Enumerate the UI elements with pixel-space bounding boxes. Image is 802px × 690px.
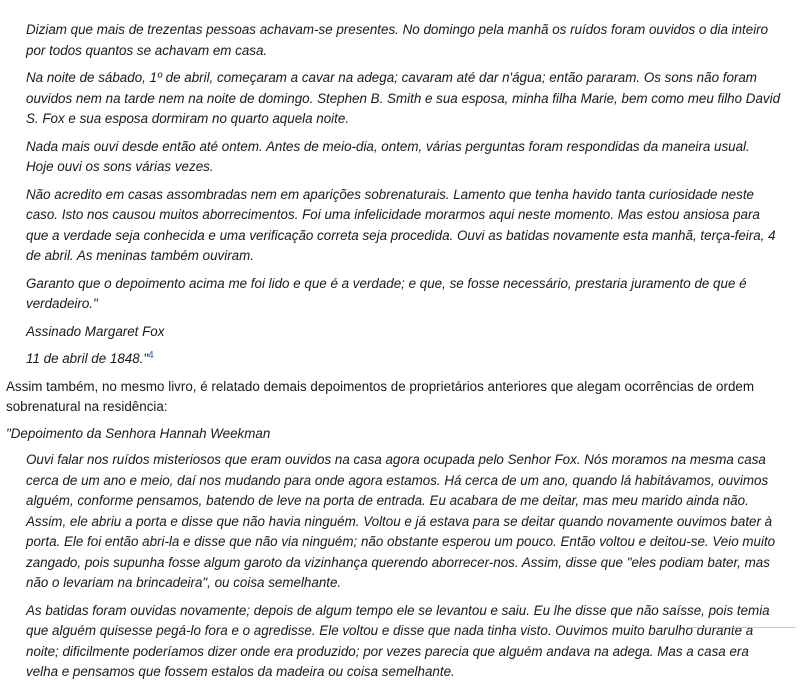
date-line: [26, 349, 780, 370]
quote-paragraph: Nada mais ouvi desde então até ontem. Antes de meio-dia, ontem, várias perguntas foram respondidas da maneira usual. Hoje ouvi os sons várias vezes.: [26, 138, 750, 174]
quote-paragraph: As batidas foram ouvidas novamente; depois de algum tempo ele se levantou e saiu. Eu lhe disse que não saísse, pois temia que alguém quisesse pegá-lo fora e o agredisse. Ele voltou e disse que nada tinha visto. Ouvimos muito barulho durante a noite; dificilmente poderíamos dizer onde era produzido; por vezes parecia que alguém andava na adega. Mas a casa era velha e pensamos que fossem estalos da madeira ou coisa semelhante.: [26, 602, 770, 679]
testimony-heading: "Depoimento da Senhora Hannah Weekman: [6, 425, 271, 441]
quote-paragraph: Na noite de sábado, 1º de abril, começaram a cavar na adega; cavaram até dar n'água; então pararam. Os sons não foram ouvidos nem na tarde nem na noite de domingo. Stephen B. Smith e sua esposa, minha filha Marie, bem como meu filho David S. Fox e sua esposa dormiram no quarto aquela noite.: [26, 70, 781, 126]
blockquote-margaret-fox: [26, 0, 802, 370]
quote-paragraph: Não acredito em casas assombradas nem em aparições sobrenaturais. Lamento que tenha havido tanta curiosidade neste caso. Isto nos causou muitos aborrecimentos. Foi uma infelicidade morarmos aqui neste momento. Mas estou ansiosa para que a verdade seja conhecida e uma verificação correta seja procedida. Ouvi as batidas novamente esta manhã, terça-feira, 4 de abril. As meninas também ouviram.: [26, 186, 776, 263]
blockquote-hannah-weekman: [26, 450, 802, 683]
quote-paragraph: Garanto que o depoimento acima me foi lido e que é a verdade; e que, se fosse necessário, prestaria juramento de que é verdadeiro.": [26, 275, 747, 311]
bottom-edge-divider: [686, 627, 796, 631]
date-text: 11 de abril de 1848.": [26, 351, 149, 366]
footnote-link[interactable]: 4: [148, 350, 154, 361]
signature-line: Assinado Margaret Fox: [26, 323, 165, 339]
intro-paragraph: Assim também, no mesmo livro, é relatado demais depoimentos de proprietários anteriores que alegam ocorrências de ordem sobrenatural na residência:: [6, 378, 755, 414]
quote-paragraph: Diziam que mais de trezentas pessoas achavam-se presentes. No domingo pela manhã os ruídos foram ouvidos o dia inteiro por todos quantos se achavam em casa.: [26, 22, 769, 58]
quote-paragraph: Ouvi falar nos ruídos misteriosos que eram ouvidos na casa agora ocupada pelo Senhor Fox. Nós moramos na mesma casa cerca de um ano e meio, daí nos mudando para onde agora estamos. Há cerca de um ano, quando lá habitávamos, ouvimos alguém, conforme pensamos, batendo de leve na porta de entrada. Eu acabara de me deitar, mas meu marido ainda não. Assim, ele abriu a porta e disse que não havia ninguém. Voltou e já estava para se deitar quando novamente ouvimos bater à porta. Ele foi então abri-la e disse que não via ninguém; não obstante esperou um pouco. Então voltou e deitou-se. Veio muito zangado, pois supunha fosse algum garoto da vizinhança querendo aborrecer-nos. Assim, disse que "eles podiam bater, mas não o levariam na brincadeira", ou coisa semelhante.: [26, 452, 776, 590]
